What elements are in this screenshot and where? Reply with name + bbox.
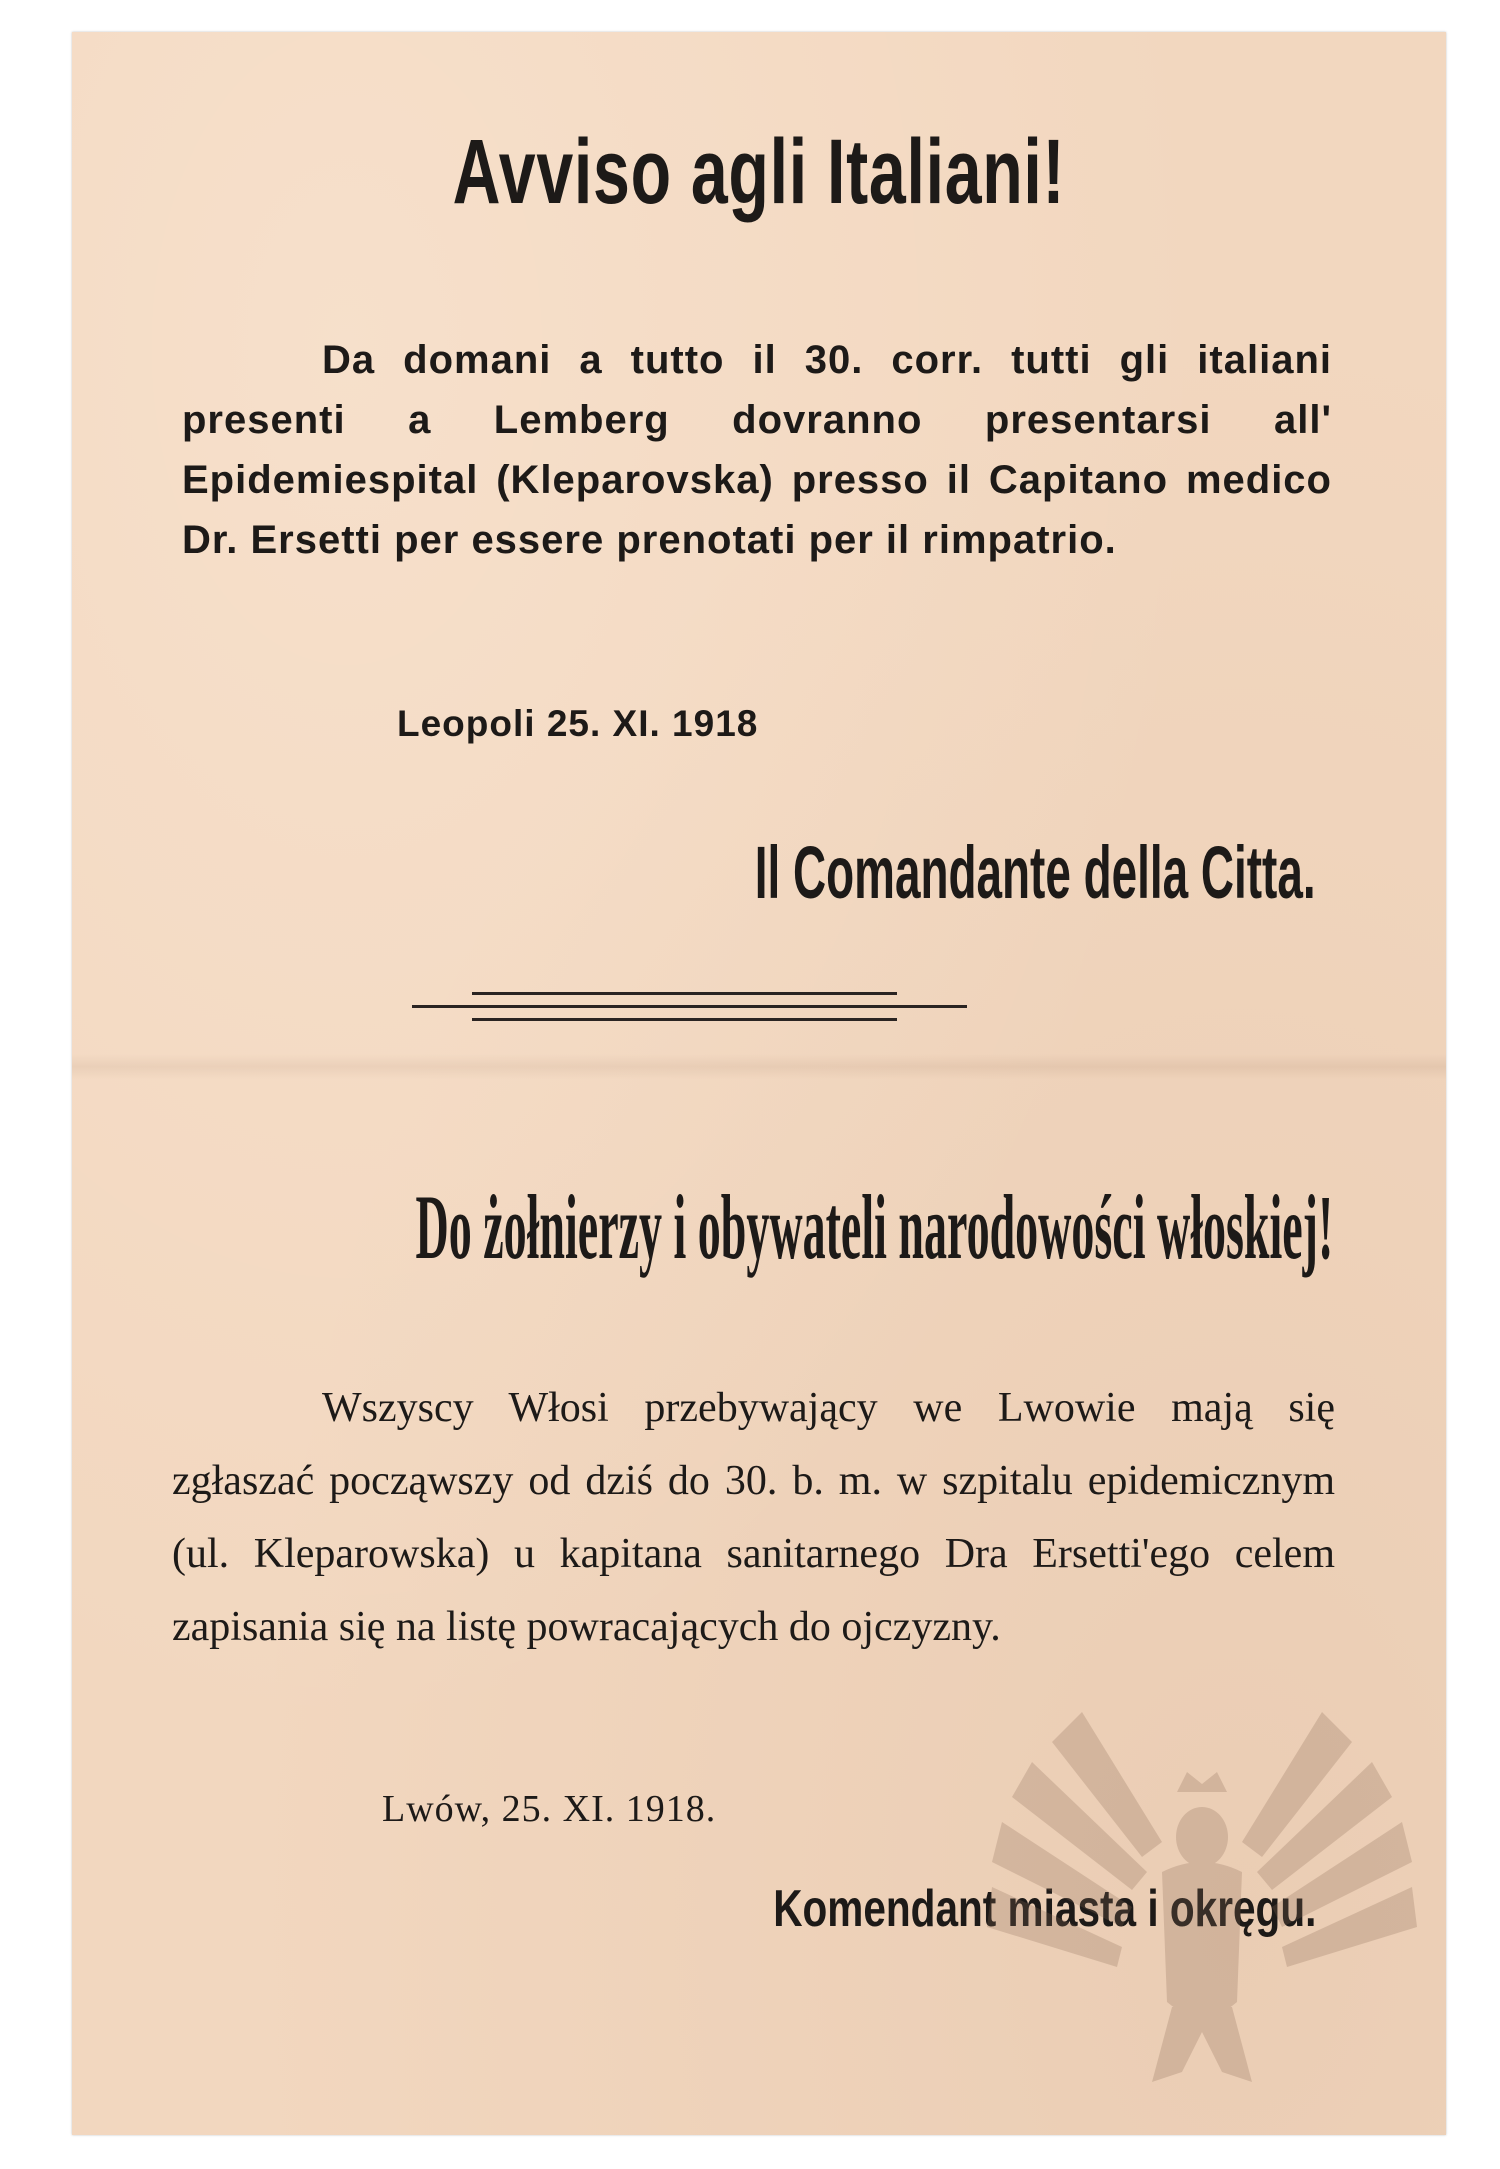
polish-body: Wszyscy Włosi przebywający we Lwowie mają się zgłaszać począwszy od dziś do 30. b. m. w szpitalu epidemicznym (ul. Kleparowska) u kapitana sanitarnego Dra Ersetti'ego celem zapisania się na listę powracających do ojczyzny.: [172, 1385, 1335, 1650]
polish-date: Lwów, 25. XI. 1918.: [382, 1788, 717, 1830]
italian-signature: Il Comandante della Citta.: [755, 831, 1316, 914]
italian-title: Avviso agli Italiani!: [452, 121, 1066, 223]
divider-rule-middle: [412, 1005, 967, 1008]
eagle-emblem-icon: [972, 1672, 1452, 2112]
divider-rule-top: [472, 992, 897, 995]
poster-sheet: [72, 32, 1446, 2135]
polish-title: Do żołnierzy i obywateli narodowości włoskiej!: [415, 1176, 1334, 1278]
divider-rule-bottom: [472, 1018, 897, 1021]
polish-signature: Komendant miasta i okręgu.: [772, 1880, 1316, 1938]
italian-body: Da domani a tutto il 30. corr. tutti gli italiani presenti a Lemberg dovranno presentarsi all' Epidemiespital (Kleparovska) presso il Capitano medico Dr. Ersetti per essere prenotati per il rimpatrio.: [182, 338, 1332, 562]
italian-date: Leopoli 25. XI. 1918: [397, 703, 759, 744]
